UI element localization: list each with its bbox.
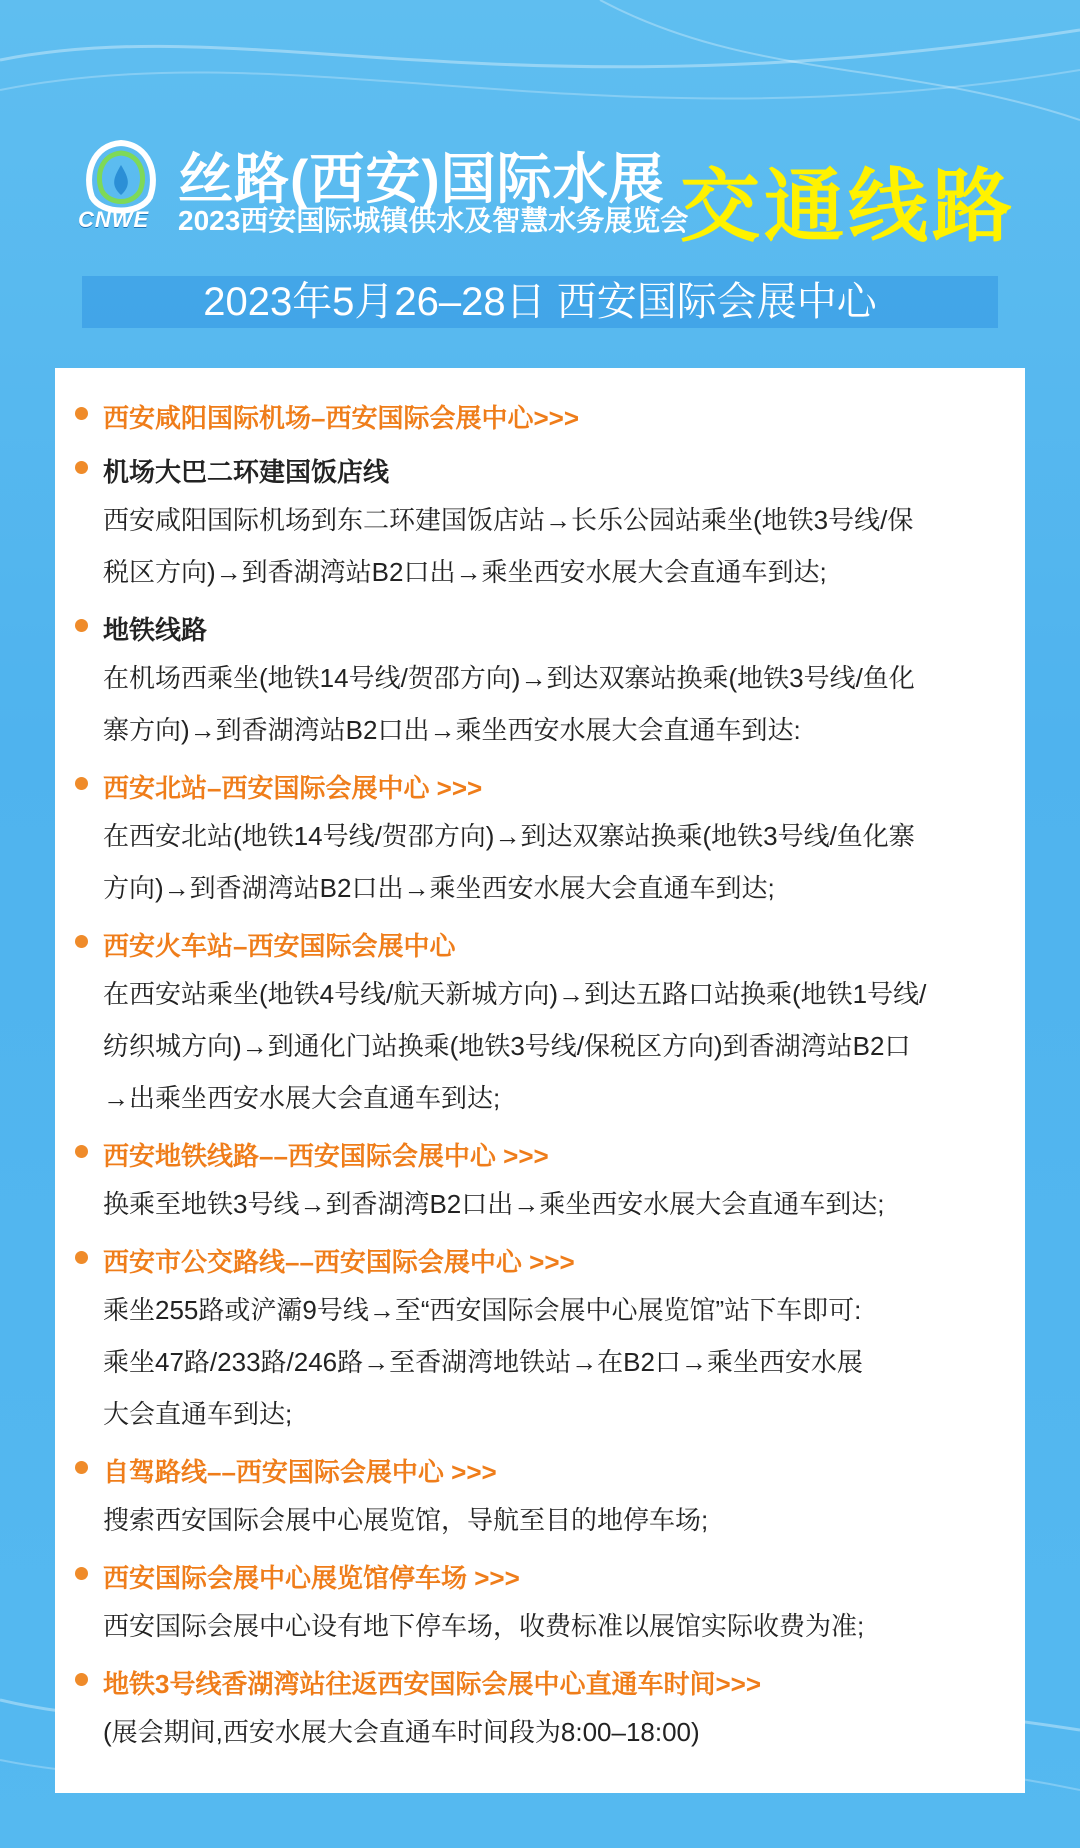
- route-detail-line: →出乘坐西安水展大会直通车到达;: [103, 1083, 501, 1113]
- route-heading: 地铁3号线香湖湾站往返西安国际会展中心直通车时间>>>: [103, 1669, 762, 1699]
- route-heading: 自驾路线––西安国际会展中心 >>>: [103, 1457, 497, 1487]
- route-heading: 西安咸阳国际机场–西安国际会展中心>>>: [103, 403, 580, 433]
- route-heading: 地铁线路: [103, 615, 208, 645]
- route-detail-line: 乘坐47路/233路/246路→至香湖湾地铁站→在B2口→乘坐西安水展: [103, 1347, 863, 1377]
- route-detail-line: 税区方向)→到香湖湾站B2口出→乘坐西安水展大会直通车到达;: [103, 557, 827, 587]
- bullet-icon: [75, 461, 88, 474]
- route-heading: 西安国际会展中心展览馆停车场 >>>: [103, 1563, 520, 1593]
- date-venue: 2023年5月26–28日 西安国际会展中心: [203, 280, 877, 324]
- bullet-icon: [75, 777, 88, 790]
- route-detail-line: 西安咸阳国际机场到东二环建国饭店站→长乐公园站乘坐(地铁3号线/保: [103, 505, 914, 535]
- bullet-icon: [75, 1567, 88, 1580]
- bullet-icon: [75, 1251, 88, 1264]
- route-detail-line: 在西安北站(地铁14号线/贺邵方向)→到达双寨站换乘(地铁3号线/鱼化寨: [103, 821, 915, 851]
- route-detail-line: 在西安站乘坐(地铁4号线/航天新城方向)→到达五路口站换乘(地铁1号线/: [103, 979, 927, 1009]
- page-title: 交通线路: [680, 162, 1016, 251]
- route-detail-line: 纺织城方向)→到通化门站换乘(地铁3号线/保税区方向)到香湖湾站B2口: [103, 1031, 911, 1061]
- route-heading: 机场大巴二环建国饭店线: [103, 457, 390, 487]
- bullet-icon: [75, 1673, 88, 1686]
- route-heading: 西安地铁线路––西安国际会展中心 >>>: [103, 1141, 549, 1171]
- route-detail-line: 西安国际会展中心设有地下停车场，收费标准以展馆实际收费为准;: [103, 1611, 865, 1641]
- bullet-icon: [75, 407, 88, 420]
- route-heading: 西安火车站–西安国际会展中心: [103, 931, 456, 961]
- route-detail-line: 寨方向)→到香湖湾站B2口出→乘坐西安水展大会直通车到达:: [103, 715, 801, 745]
- route-detail-line: 换乘至地铁3号线→到香湖湾B2口出→乘坐西安水展大会直通车到达;: [103, 1189, 885, 1219]
- logo-text: CNWE: [78, 207, 150, 232]
- bullet-icon: [75, 1145, 88, 1158]
- route-heading: 西安北站–西安国际会展中心 >>>: [103, 773, 483, 803]
- route-detail-line: 搜索西安国际会展中心展览馆，导航至目的地停车场;: [103, 1505, 709, 1535]
- route-detail-line: 在机场西乘坐(地铁14号线/贺邵方向)→到达双寨站换乘(地铁3号线/鱼化: [103, 663, 915, 693]
- route-detail-line: (展会期间,西安水展大会直通车时间段为8:00–18:00): [103, 1717, 700, 1747]
- route-card: [55, 368, 1025, 1793]
- bullet-icon: [75, 1461, 88, 1474]
- expo-subtitle: 2023西安国际城镇供水及智慧水务展览会: [178, 205, 689, 236]
- route-detail-line: 方向)→到香湖湾站B2口出→乘坐西安水展大会直通车到达;: [103, 873, 775, 903]
- bullet-icon: [75, 935, 88, 948]
- route-detail-line: 大会直通车到达;: [103, 1399, 293, 1429]
- bullet-icon: [75, 619, 88, 632]
- header: [0, 0, 1080, 260]
- route-heading: 西安市公交路线––西安国际会展中心 >>>: [103, 1247, 575, 1277]
- expo-title: 丝路(西安)国际水展: [178, 148, 665, 210]
- route-detail-line: 乘坐255路或浐灞9号线→至“西安国际会展中心展览馆”站下车即可:: [103, 1295, 862, 1325]
